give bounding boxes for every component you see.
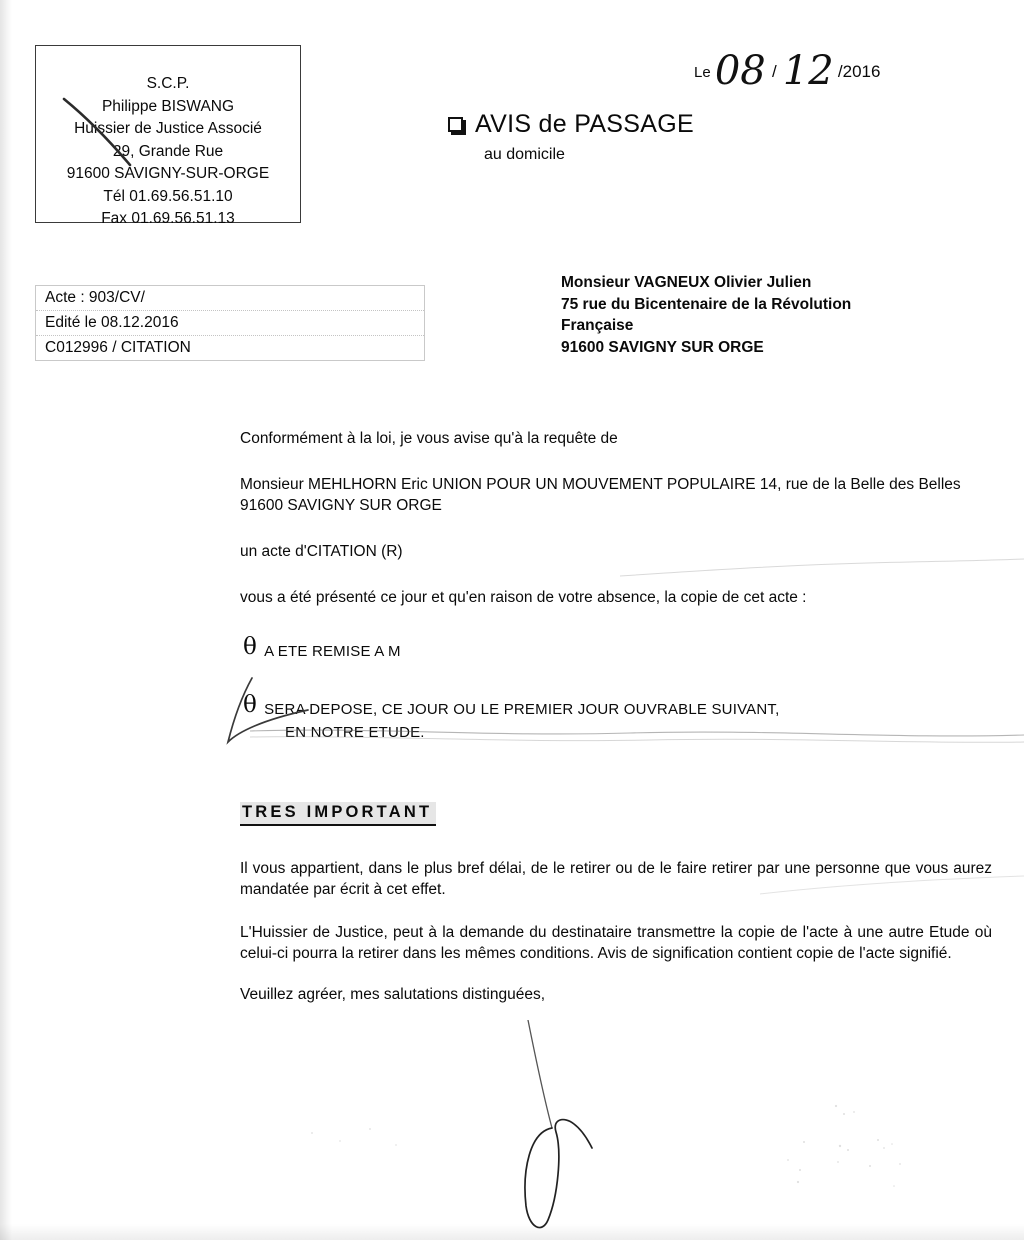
title-block (448, 110, 694, 164)
date-separator: / (771, 62, 777, 81)
presented-line: vous a été présenté ce jour et qu'en raison de votre absence, la copie de cet acte : (240, 589, 807, 606)
page-title: AVIS de PASSAGE (475, 110, 694, 138)
recipient-address-block (561, 272, 851, 358)
handwritten-signature (470, 1020, 660, 1235)
date-day-handwritten: 08 (714, 48, 766, 94)
act-row: Edité le 08.12.2016 (36, 311, 424, 336)
important-paragraph-1: Il vous appartient, dans le plus bref délai, de le retirer ou de le faire retirer par une personne que vous aurez mandatée par écrit à cet effet. (240, 860, 992, 898)
checkbox-icon[interactable] (448, 117, 463, 132)
option-remise-label: A ETE REMISE A M (264, 643, 401, 660)
letterhead-line-3: Huissier de Justice Associé (74, 120, 262, 137)
letterhead-line-5: 91600 SAVIGNY-SUR-ORGE (66, 165, 270, 182)
body-intro: Conformément à la loi, je vous avise qu'à la requête de (240, 430, 618, 447)
requester-line-2: 91600 SAVIGNY SUR ORGE (240, 497, 442, 514)
act-row: Acte : 903/CV/ (36, 286, 424, 311)
date-month-handwritten: 12 (782, 48, 834, 94)
date-line (694, 44, 881, 94)
recipient-line-street-cont: Française (561, 317, 634, 334)
closing-salutation: Veuillez agréer, mes salutations distinguées, (240, 986, 546, 1003)
letterhead-line-1: S.C.P. (146, 75, 190, 92)
option-depose-continuation: EN NOTRE ETUDE. (285, 724, 425, 741)
important-paragraph-2: L'Huissier de Justice, peut à la demande du destinataire transmettre la copie de l'acte à une autre Etude où celui-ci pourra la retirer dans les mêmes conditions. Avis de signification contient copie de l'acte signifié. (240, 924, 992, 962)
delivery-options (243, 634, 780, 741)
letterhead-box (35, 45, 301, 227)
scan-speckle-noise (770, 1090, 1020, 1190)
act-row: C012996 / CITATION (45, 339, 191, 356)
recipient-line-city: 91600 SAVIGNY SUR ORGE (561, 338, 764, 356)
page-subtitle: au domicile (484, 146, 565, 163)
requester-line-1: Monsieur MEHLHORN Eric UNION POUR UN MOUVEMENT POPULAIRE 14, rue de la Belle des Belles (240, 476, 961, 493)
letterhead-line-6: Tél 01.69.56.51.10 (103, 187, 233, 205)
act-reference-box (35, 285, 425, 361)
letterhead-line-2: Philippe BISWANG (101, 97, 235, 115)
act-type-line: un acte d'CITATION (R) (240, 543, 403, 560)
option-remise[interactable] (243, 634, 779, 660)
recipient-line-street: 75 rue du Bicentenaire de la Révolution (561, 295, 852, 313)
letterhead-line-4: 29, Grande Rue (112, 142, 224, 160)
theta-bullet-icon: θ (243, 634, 258, 660)
recipient-line-name: Monsieur VAGNEUX Olivier Julien (561, 274, 812, 291)
letterhead-line-7: Fax 01.69.56.51.13 (101, 210, 235, 227)
option-depose-label: SERA DEPOSE, CE JOUR OU LE PREMIER JOUR OUVRABLE SUIVANT, (264, 701, 780, 718)
scan-speckle-noise (300, 1115, 420, 1165)
theta-bullet-icon: θ (243, 692, 258, 718)
scan-edge-shadow-left (0, 0, 12, 1240)
scan-edge-shadow-bottom (0, 1224, 1024, 1240)
body-text (240, 428, 992, 608)
option-depose[interactable] (243, 692, 780, 718)
important-section (240, 802, 992, 1004)
important-heading: TRES IMPORTANT (240, 802, 436, 826)
date-prefix-label: Le (694, 64, 711, 81)
title-row (448, 110, 694, 139)
date-year-label: /2016 (837, 62, 881, 81)
